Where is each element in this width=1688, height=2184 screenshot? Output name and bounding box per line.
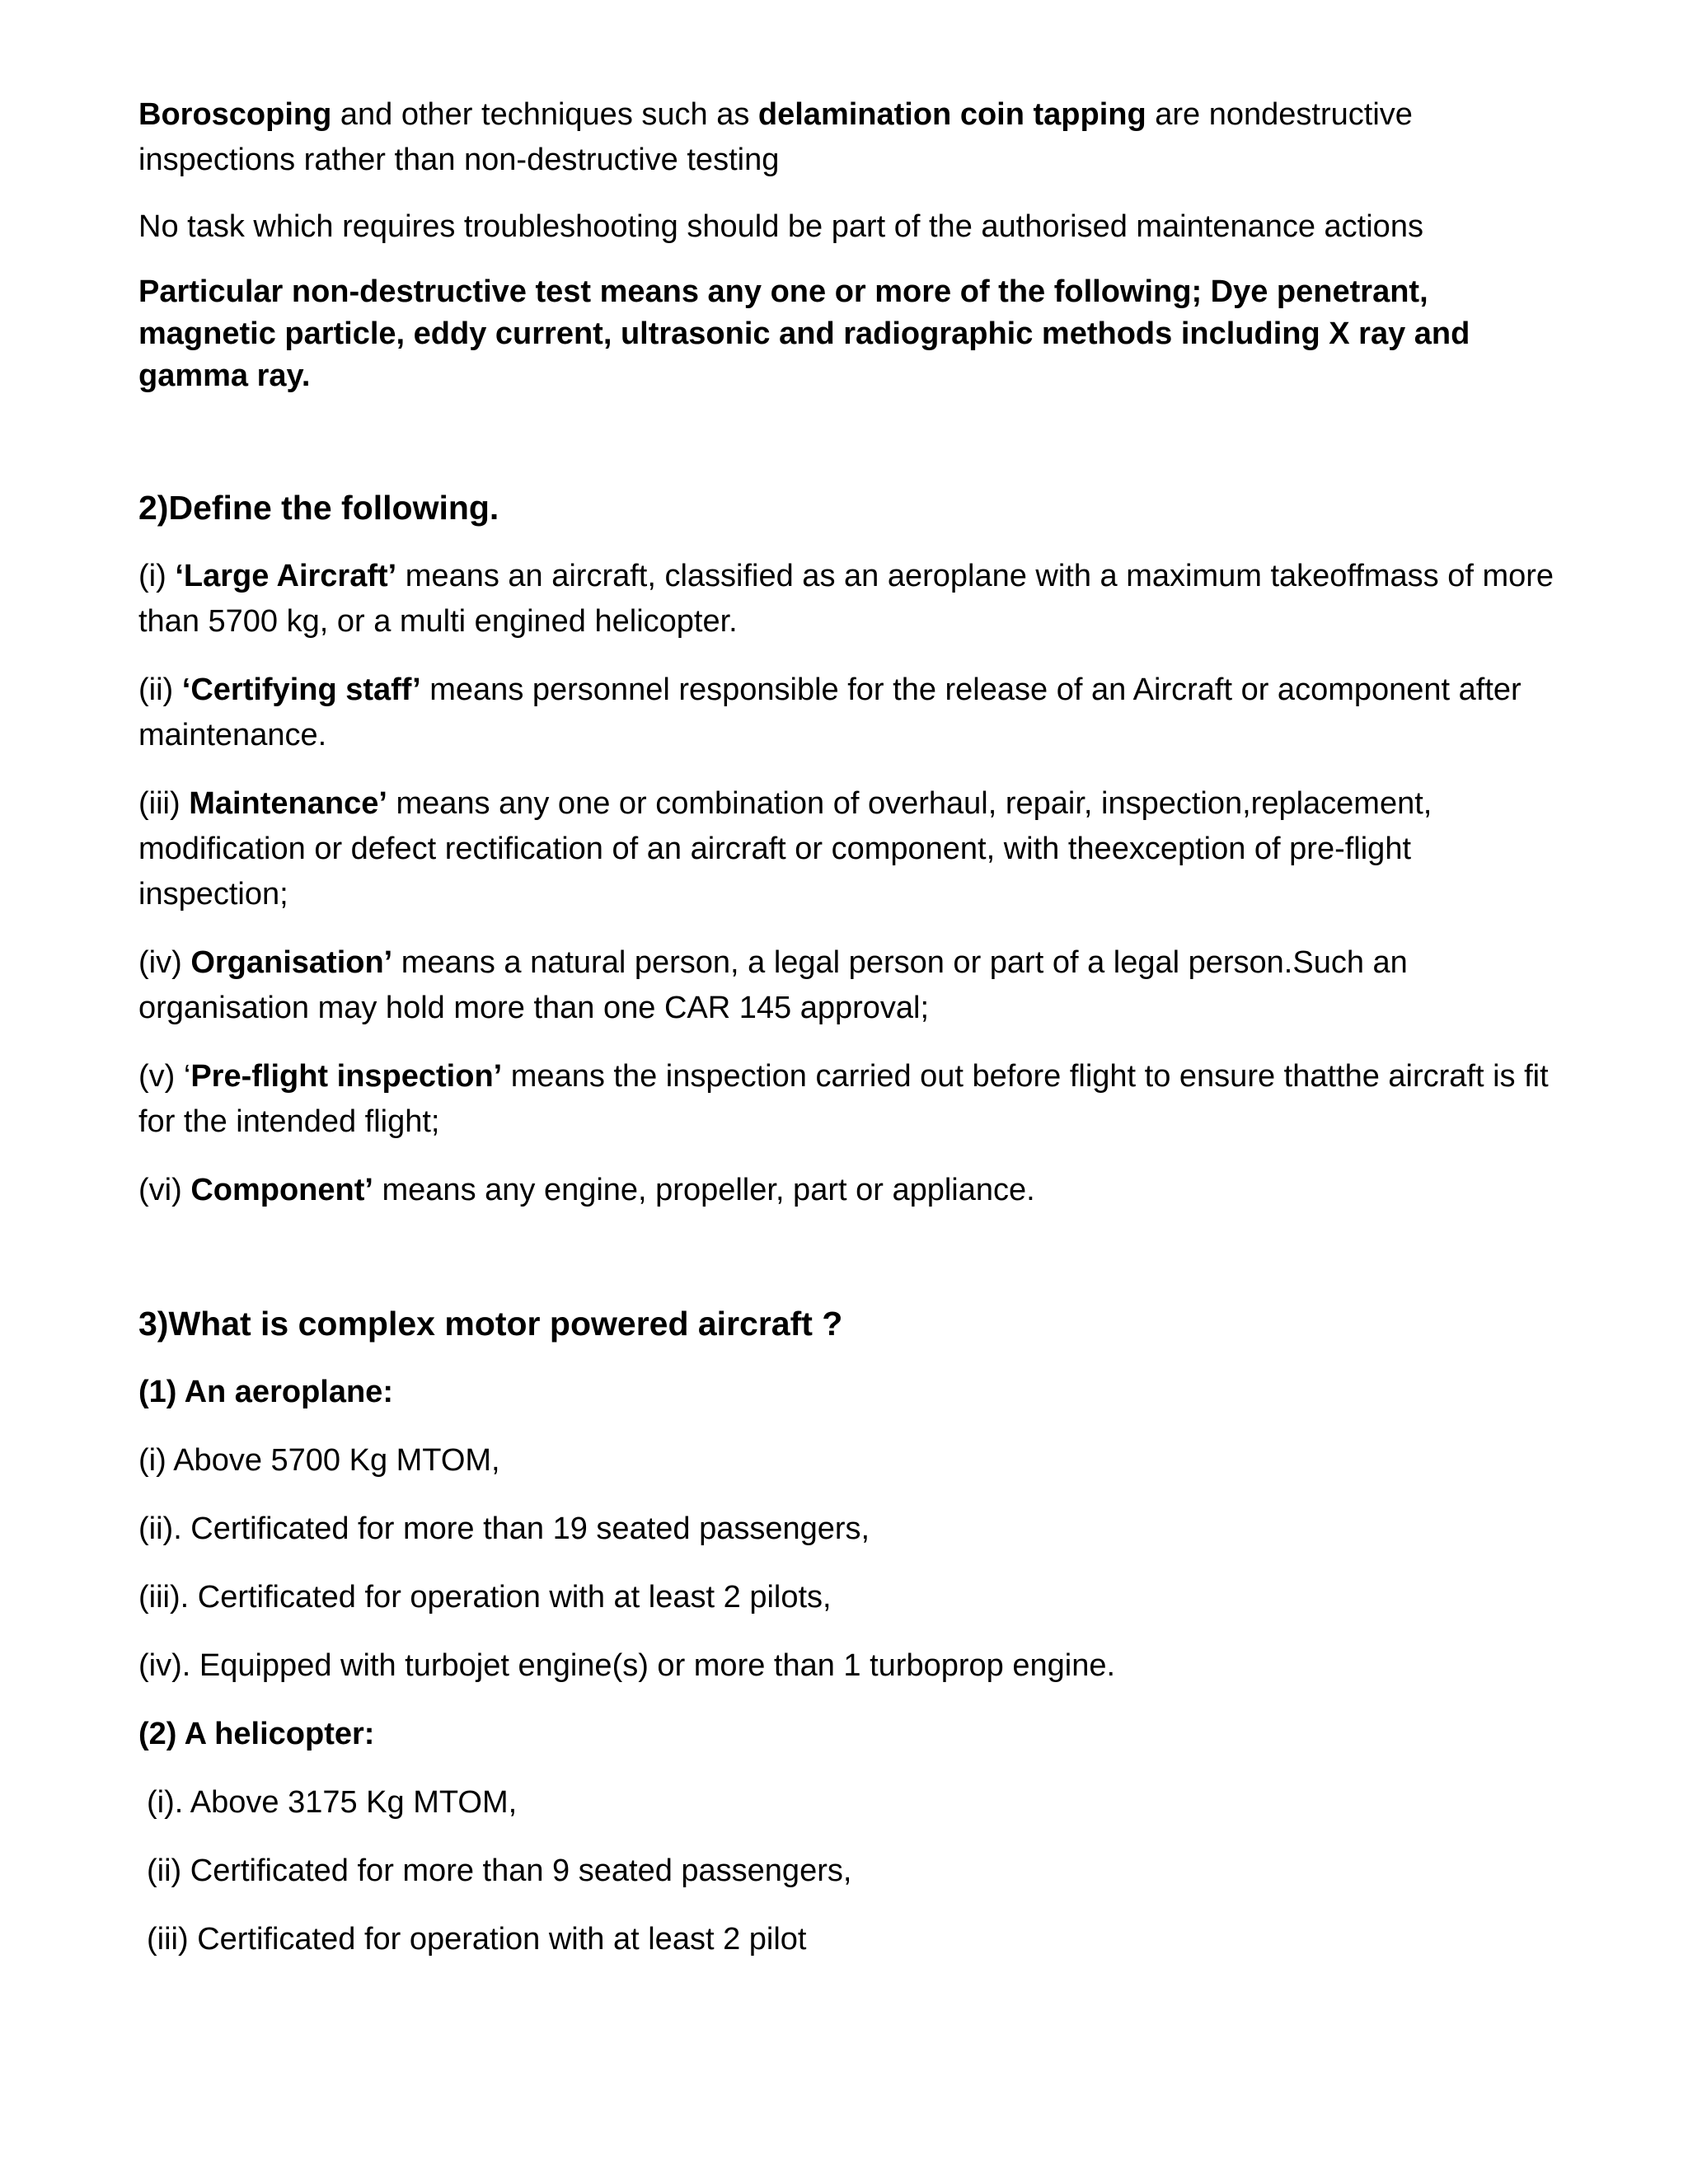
intro-paragraph-boroscoping	[138, 92, 1556, 183]
definition-item	[138, 1168, 1556, 1213]
criteria-item: (ii). Certificated for more than 19 seated passengers,	[138, 1511, 870, 1546]
criteria-item: (i). Above 3175 Kg MTOM,	[147, 1785, 518, 1820]
definition-term: Maintenance’	[189, 786, 387, 821]
definition-term: Component’	[190, 1173, 373, 1207]
definition-prefix: (v) ‘	[138, 1059, 191, 1094]
definition-prefix: (ii)	[138, 673, 182, 707]
section-3-heading: 3)What is complex motor powered aircraft ?	[138, 1305, 843, 1343]
definition-item	[138, 940, 1556, 1031]
term-delamination-coin-tapping: delamination coin tapping	[757, 97, 1146, 132]
definition-term: ‘Certifying staff’	[181, 673, 421, 707]
definition-item	[138, 1054, 1556, 1145]
helicopter-criteria-list	[138, 1780, 1556, 1962]
definition-item	[138, 781, 1556, 917]
helicopter-subheading: (2) A helicopter:	[138, 1717, 375, 1751]
definition-text: means a natural person, a legal person or part of a legal person.Such an organisation may hold more than one CAR 145 approval;	[138, 945, 1408, 1025]
intro-text-1: and other techniques such as	[331, 97, 758, 132]
definition-text: means any one or combination of overhaul, repair, inspection,replacement, modification or defect rectification of an aircraft or component, with theexception of pre-flight inspection;	[138, 786, 1432, 912]
criteria-item: (ii) Certificated for more than 9 seated passengers,	[147, 1854, 852, 1888]
section-2-heading: 2)Define the following.	[138, 489, 499, 527]
criteria-item: (iii) Certificated for operation with at least 2 pilot	[147, 1922, 807, 1957]
definition-item	[138, 668, 1556, 758]
definition-prefix: (vi)	[138, 1173, 191, 1207]
aeroplane-subheading: (1) An aeroplane:	[138, 1375, 393, 1409]
aeroplane-criteria-list	[138, 1438, 1556, 1689]
definition-term: ‘Large Aircraft’	[175, 559, 397, 593]
definition-prefix: (i)	[138, 559, 176, 593]
intro-paragraph-ndt: Particular non-destructive test means any one or more of the following; Dye penetrant, magnetic particle, eddy current, ultrasonic and radiographic methods including X ray and gamma ray.	[138, 274, 1470, 393]
definition-text: means the inspection carried out before flight to ensure thatthe aircraft is fit for the intended flight;	[138, 1059, 1549, 1139]
definition-item	[138, 554, 1556, 644]
definition-text: means an aircraft, classified as an aeroplane with a maximum takeoffmass of more than 5700 kg, or a multi engined helicopter.	[138, 559, 1554, 639]
definition-text: means personnel responsible for the release of an Aircraft or acomponent after maintenance.	[138, 673, 1522, 752]
criteria-item: (iii). Certificated for operation with at least 2 pilots,	[138, 1580, 832, 1615]
intro-text-2: are nondestructive inspections rather than non-destructive testing	[138, 97, 1413, 177]
definition-prefix: (iii)	[138, 786, 190, 821]
intro-paragraph-troubleshooting: No task which requires troubleshooting should be part of the authorised maintenance actions	[138, 209, 1423, 244]
term-boroscoping: Boroscoping	[138, 97, 332, 132]
definition-text: means any engine, propeller, part or appliance.	[373, 1173, 1035, 1207]
definition-term: Pre-flight inspection’	[190, 1059, 503, 1094]
definition-prefix: (iv)	[138, 945, 191, 980]
criteria-item: (iv). Equipped with turbojet engine(s) or more than 1 turboprop engine.	[138, 1648, 1116, 1683]
definition-term: Organisation’	[190, 945, 393, 980]
definitions-list	[138, 554, 1556, 1213]
criteria-item: (i) Above 5700 Kg MTOM,	[138, 1443, 500, 1478]
document-page	[138, 92, 1556, 1962]
